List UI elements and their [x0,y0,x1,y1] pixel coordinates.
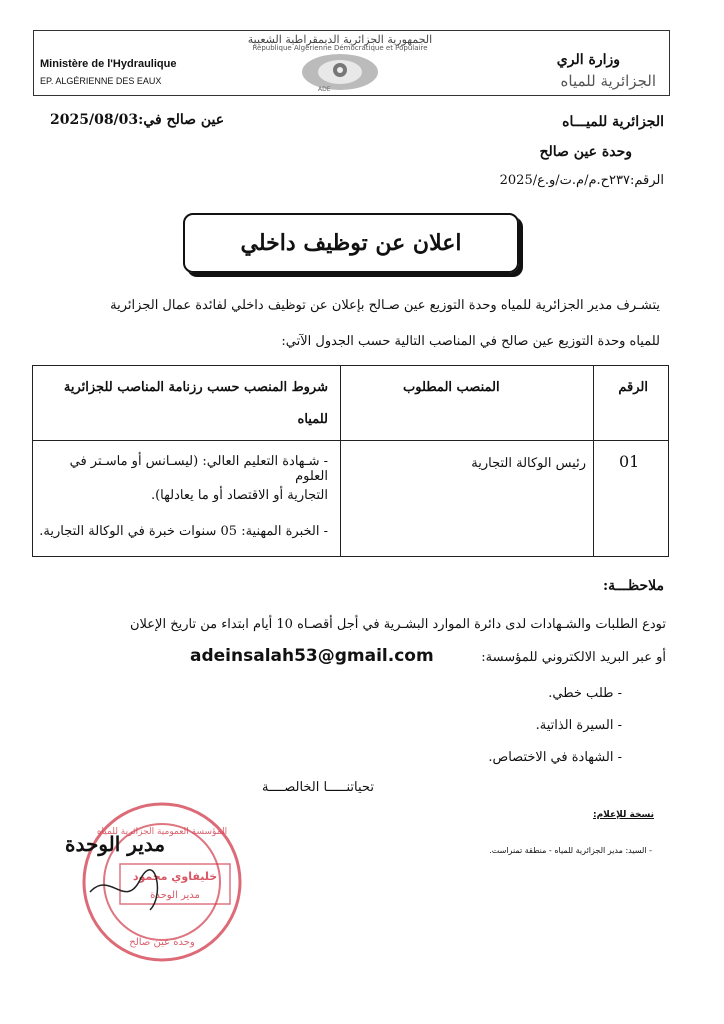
ade-fr: EP. ALGÉRIENNE DES EAUX [40,76,162,86]
stamp-text: مدير الوحدة [150,890,200,901]
title-box [183,213,519,273]
intro-line-1: يتشـرف مدير الجزائرية للمياه وحدة التوزيع عين صـالح بإعلان عن توظيف داخلي لفائدة عمال الجزائرية [110,298,660,313]
place-date: عين صالح في:2025/08/03 [50,112,225,128]
row-condition-2: - الخبرة المهنية: 05 سنوات خبرة في الوكالة التجارية. [39,524,328,539]
note-title: ملاحظـــة: [603,578,664,594]
email-link[interactable]: adeinsalah53@gmail.com [190,646,434,666]
republic-fr: République Algérienne Démocratique et Populaire [252,44,428,52]
th-number: الرقم [618,380,648,395]
logo-text: ADE [318,86,331,93]
copy-item: - السيد: مدير الجزائرية للمياه - منطقة تمنراست. [489,846,652,855]
list-item: - الشهادة في الاختصاص. [488,750,622,765]
note-line-1: تودع الطلبات والشـهادات لدى دائرة الموارد البشـرية في أجل أقصـاه 10 أيام ابتداء من تاريخ الإعلان [129,617,666,632]
list-item: - طلب خطي. [548,686,622,701]
stamp-text: المؤسسة العمومية الجزائرية للمياه [96,827,228,837]
th-post: المنصب المطلوب [403,380,500,395]
official-stamp-icon [80,800,245,965]
intro-line-2: للمياه وحدة التوزيع عين صالح في المناصب التالية حسب الجدول الآتي: [281,334,660,349]
greeting: تحياتنـــــا الخالصــــة [262,780,374,795]
document-title: اعلان عن توظيف داخلي [240,230,462,256]
note-line-2: أو عبر البريد الالكتروني للمؤسسة: [481,650,666,665]
org-name: الجزائرية للميـــاه [562,114,664,130]
ade-logo-icon [300,52,380,94]
th-conditions-line-2: للمياه [297,412,328,427]
reference-number: الرقم:٢٣٧ح.م/م.ت/و.ع/2025 [499,173,664,188]
positions-table [32,365,669,557]
ministry-fr: Ministère de l'Hydraulique [40,58,177,70]
row-post: رئيس الوكالة التجارية [471,456,586,471]
stamp-text: خليفاوي محمود [132,870,218,883]
list-item-text: الشهادة في الاختصاص. [488,750,614,765]
stamp-text: وحدة عين صالح [129,937,195,948]
director-title: مدير الوحدة [65,832,166,856]
th-conditions-line-1: شروط المنصب حسب رزنامة المناصب للجزائرية [63,380,328,395]
list-item-text: طلب خطي. [548,686,614,701]
row-condition-1-line-1: - شـهادة التعليم العالي: (ليسـانس أو ماسـتر في العلوم [69,454,328,484]
ade-ar: الجزائرية للمياه [560,72,656,90]
list-item: - السيرة الذاتية. [535,718,622,733]
republic-ar: الجمهورية الجزائرية الديمقراطية الشعبية [247,33,433,46]
list-item-text: السيرة الذاتية. [535,718,614,733]
ministry-ar: وزارة الري [556,52,620,68]
row-condition-1-line-2: التجارية أو الاقتصاد أو ما يعادلها). [150,488,328,503]
copy-title: نسخة للإعلام: [592,810,654,820]
unit-name: وحدة عين صالح [539,144,632,160]
row-number: 01 [619,452,640,471]
